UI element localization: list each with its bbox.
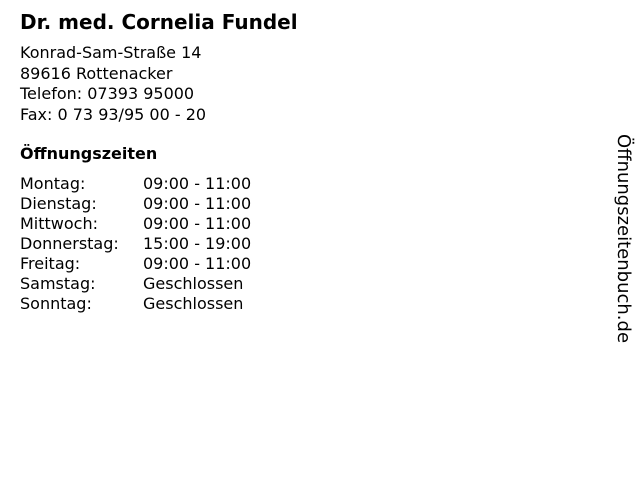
time-value: 09:00 - 11:00: [143, 214, 252, 233]
fax-number: Fax: 0 73 93/95 00 - 20: [20, 104, 207, 124]
hours-row-tuesday: [20, 194, 251, 214]
day-label: Freitag:: [20, 254, 81, 273]
hours-row-monday: [20, 174, 251, 194]
hours-row-sunday: [20, 294, 251, 314]
time-value: Geschlossen: [143, 274, 244, 293]
hours-row-thursday: [20, 234, 251, 254]
day-label: Donnerstag:: [20, 234, 119, 253]
day-label: Sonntag:: [20, 294, 92, 313]
day-label: Montag:: [20, 174, 86, 193]
address-block: [20, 43, 206, 125]
time-value: 09:00 - 11:00: [143, 254, 252, 273]
day-label: Mittwoch:: [20, 214, 98, 233]
day-label: Samstag:: [20, 274, 96, 293]
day-label: Dienstag:: [20, 194, 97, 213]
opening-hours-heading: Öffnungszeiten: [20, 144, 158, 163]
site-brand-label: Öffnungszeitenbuch.de: [613, 134, 634, 344]
street-address: Konrad-Sam-Straße 14: [20, 43, 202, 62]
time-value: 15:00 - 19:00: [143, 234, 252, 253]
doctor-name: Dr. med. Cornelia Fundel: [20, 10, 298, 34]
opening-hours-table: [20, 174, 251, 314]
phone-number: Telefon: 07393 95000: [20, 84, 195, 103]
hours-row-saturday: [20, 274, 251, 294]
time-value: Geschlossen: [143, 294, 244, 313]
time-value: 09:00 - 11:00: [143, 194, 252, 213]
time-value: 09:00 - 11:00: [143, 174, 252, 193]
hours-row-friday: [20, 254, 251, 274]
city-address: 89616 Rottenacker: [20, 63, 173, 83]
hours-row-wednesday: [20, 214, 251, 234]
